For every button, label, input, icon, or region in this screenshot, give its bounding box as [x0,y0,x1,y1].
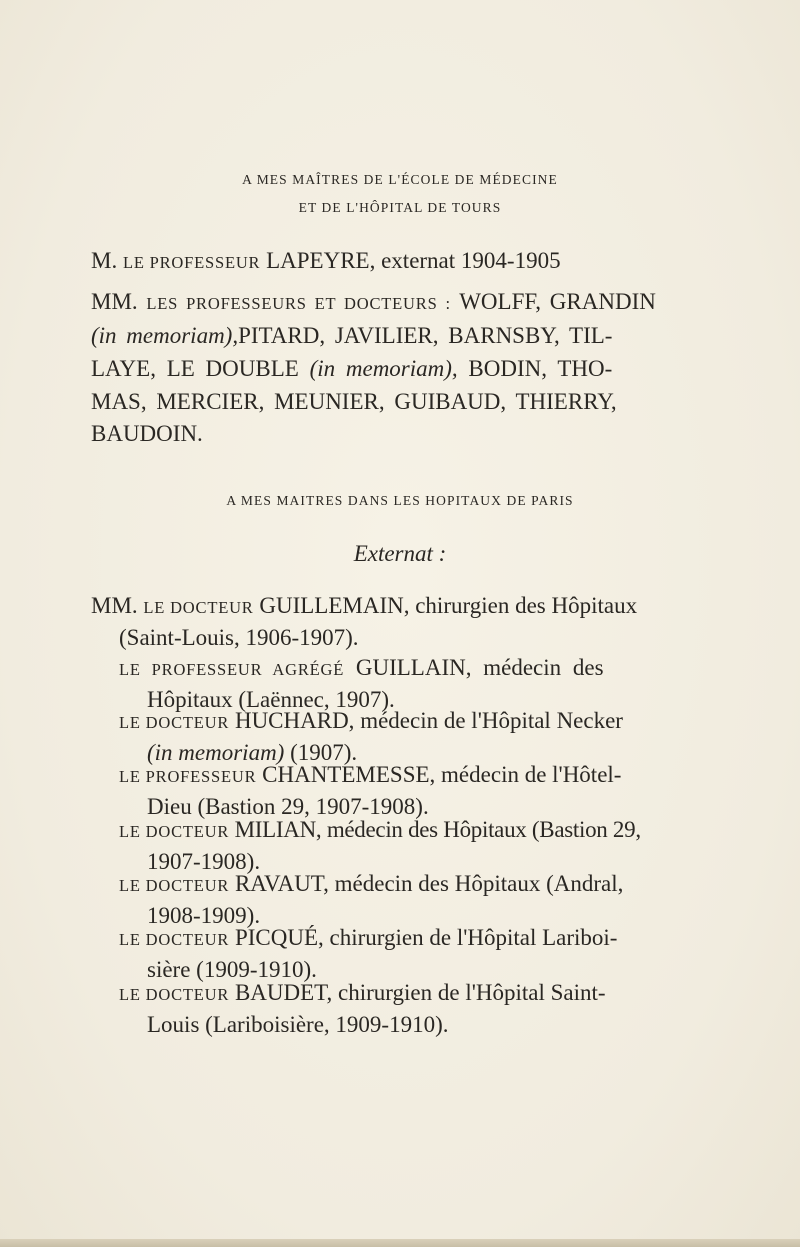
entry-huchard [119,708,639,766]
entry-guillain [119,655,639,713]
paris-heading: A MES MAITRES DANS LES HOPITAUX DE PARIS [226,493,574,508]
entry-rest: chirurgien des Hôpitaux [415,593,638,618]
entry-line-2: (Saint-Louis, 1906-1907). [119,625,359,650]
entry-name: PICQUÉ, [234,925,324,950]
entry-picque [119,925,639,983]
page-edge [0,1239,800,1247]
entry-title: LE DOCTEUR [119,822,230,841]
entry-rest: chirurgien de l'Hôpital Lariboi- [329,925,618,950]
entry-line-2: Louis (Lariboisière, 1909-1910). [147,1012,449,1037]
entry-rest: médecin des Hôpitaux (Bastion 29, [326,817,641,842]
entry-chantemesse [119,762,639,820]
group-names-3a: LAYE, LE DOUBLE [91,356,299,381]
lapeyre-title: LE PROFESSEUR [122,253,261,272]
entry-title: LE DOCTEUR [119,930,230,949]
group-memoriam-1: (in memoriam), [91,323,239,348]
entry-milian [119,817,639,875]
entry-ravaut [119,871,639,929]
entry-line-2: 1908-1909). [147,903,261,928]
group-line-4: MAS, MERCIER, MEUNIER, GUIBAUD, THIERRY, [91,389,617,414]
entry-line-2: (1907). [290,740,358,765]
group-names-1: WOLFF, GRANDIN [459,289,656,314]
group-line-5: BAUDOIN. [91,421,203,446]
entry-line-2: sière (1909-1910). [147,957,317,982]
entry-rest: chirurgien de l'Hôpital Saint- [338,980,606,1005]
group-prefix: MM. [91,289,138,314]
entry-baudet [119,980,639,1038]
entry-title: LE DOCTEUR [119,713,230,732]
entry-guillemain [91,593,657,651]
entry-line-2: Dieu (Bastion 29, 1907-1908). [147,794,429,819]
heading-line-1: A MES MAÎTRES DE L'ÉCOLE DE MÉDECINE [242,172,558,187]
entry-name: GUILLAIN, [355,655,472,680]
entry-line-2: 1907-1908). [147,849,261,874]
lapeyre-line [91,248,561,274]
group-title: LES PROFESSEURS ET DOCTEURS : [146,294,451,313]
lapeyre-rest: externat 1904-1905 [381,248,561,273]
entry-memoriam: (in memoriam) [147,740,285,765]
entry-title: LE PROFESSEUR [119,767,257,786]
entry-name: GUILLEMAIN, [259,593,410,618]
group-line-3 [91,356,612,382]
entry-title: LE DOCTEUR [119,985,230,1004]
entry-name: HUCHARD, [234,708,355,733]
group-names-3b: BODIN, THO- [468,356,613,381]
entry-prefix: MM. [91,593,138,618]
heading-line-2: ET DE L'HÔPITAL DE TOURS [298,200,502,215]
entry-title: LE PROFESSEUR AGRÉGÉ [119,660,345,679]
entry-name: RAVAUT, [234,871,329,896]
entry-name: CHANTEMESSE, [262,762,436,787]
entry-name: BAUDET, [234,980,333,1005]
externat-heading: Externat : [353,541,447,566]
entry-title: LE DOCTEUR [143,598,254,617]
entry-rest: médecin de l'Hôtel- [441,762,622,787]
group-line-1 [91,289,656,315]
lapeyre-name: LAPEYRE, [266,248,376,273]
entry-line-2: Hôpitaux (Laënnec, 1907). [147,687,395,712]
entry-title: LE DOCTEUR [119,876,230,895]
entry-rest: médecin des Hôpitaux (Andral, [334,871,624,896]
group-names-2: PITARD, JAVILIER, BARNSBY, TIL- [238,323,613,348]
entry-name: MILIAN, [234,817,322,842]
lapeyre-prefix: M. [91,248,118,273]
group-memoriam-2: (in memoriam), [309,356,458,381]
group-line-2 [91,323,612,349]
entry-rest: médecin de l'Hôpital Necker [360,708,623,733]
entry-rest: médecin des [483,655,604,680]
